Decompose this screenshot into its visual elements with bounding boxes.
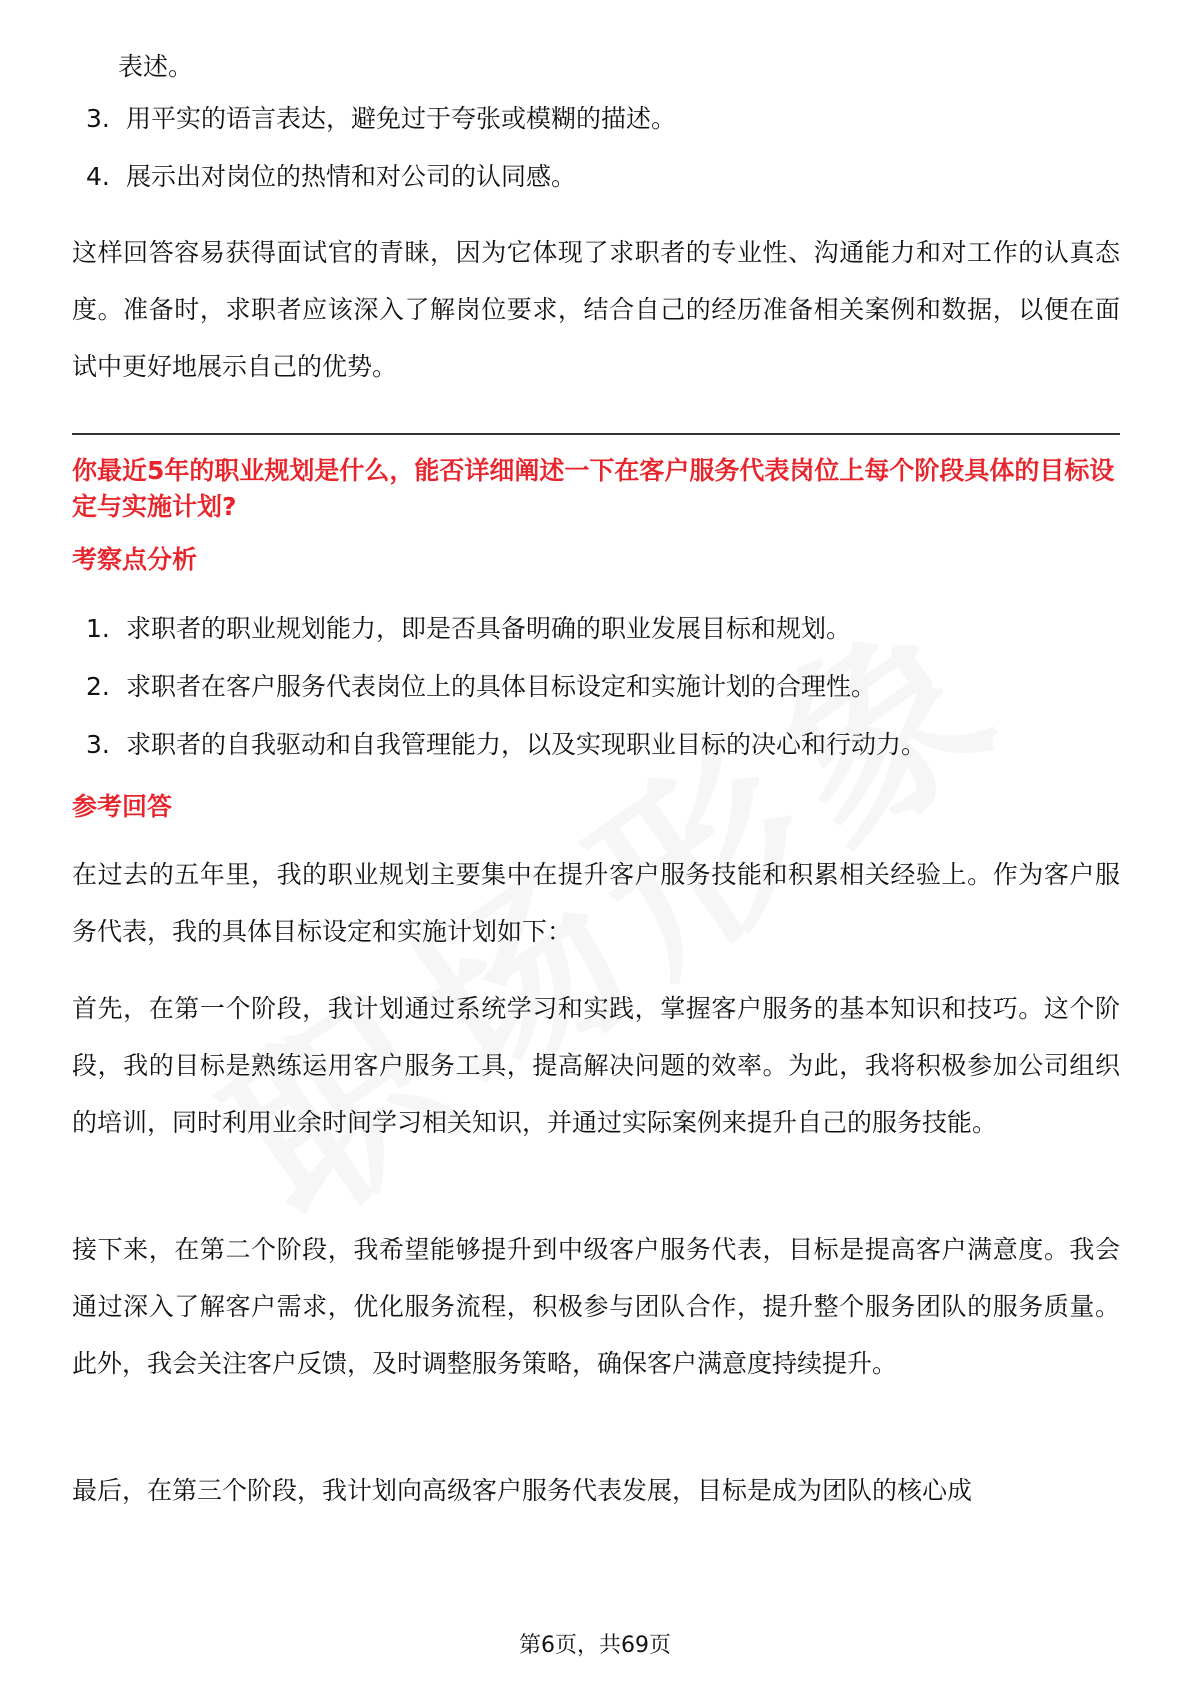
question-heading: 你最近5年的职业规划是什么，能否详细阐述一下在客户服务代表岗位上每个阶段具体的目标设定与实施计划? [72,456,1115,521]
list-item-number: 2. [86,672,110,701]
list-item [72,600,1120,658]
list-item-text: 求职者的职业规划能力，即是否具备明确的职业发展目标和规划。 [126,614,852,643]
list-item [72,716,1120,774]
answer-paragraph: 接下来，在第二个阶段，我希望能够提升到中级客户服务代表，目标是提高客户满意度。我会通过深入了解客户需求，优化服务流程，积极参与团队合作，提升整个服务团队的服务质量。此外，我会关注客户反馈，及时调整服务策略，确保客户满意度持续提升。 [72,1235,1120,1378]
list-item [72,658,1120,716]
list-item-text: 求职者的自我驱动和自我管理能力，以及实现职业目标的决心和行动力。 [126,730,927,759]
list-item-number: 3. [86,104,110,133]
answer-heading: 参考回答 [72,792,173,821]
answer-paragraph: 最后，在第三个阶段，我计划向高级客户服务代表发展，目标是成为团队的核心成 [72,1476,973,1505]
analysis-list [72,600,1120,774]
list-item-number: 3. [86,730,110,759]
list-item [72,90,1120,148]
section-divider [72,433,1120,435]
list-item-text: 展示出对岗位的热情和对公司的认同感。 [126,162,577,191]
summary-paragraph: 这样回答容易获得面试官的青睐，因为它体现了求职者的专业性、沟通能力和对工作的认真态度。准备时，求职者应该深入了解岗位要求，结合自己的经历准备相关案例和数据，以便在面试中更好地展示自己的优势。 [72,238,1120,381]
answer-paragraph: 首先，在第一个阶段，我计划通过系统学习和实践，掌握客户服务的基本知识和技巧。这个阶段，我的目标是熟练运用客户服务工具，提高解决问题的效率。为此，我将积极参加公司组织的培训，同时利用业余时间学习相关知识，并通过实际案例来提升自己的服务技能。 [72,994,1120,1137]
top-list [72,90,1120,206]
analysis-heading: 考察点分析 [72,545,198,574]
answer-paragraph: 在过去的五年里，我的职业规划主要集中在提升客户服务技能和积累相关经验上。作为客户服务代表，我的具体目标设定和实施计划如下： [72,860,1120,946]
list-item-text: 求职者在客户服务代表岗位上的具体目标设定和实施计划的合理性。 [126,672,877,701]
page-footer: 第6页，共69页 [519,1633,671,1658]
document-page [72,0,1120,1684]
list-item-number: 4. [86,162,110,191]
continuation-text: 表述。 [118,52,194,81]
list-item-text: 用平实的语言表达，避免过于夸张或模糊的描述。 [126,104,677,133]
list-item-number: 1. [86,614,110,643]
list-item [72,148,1120,206]
